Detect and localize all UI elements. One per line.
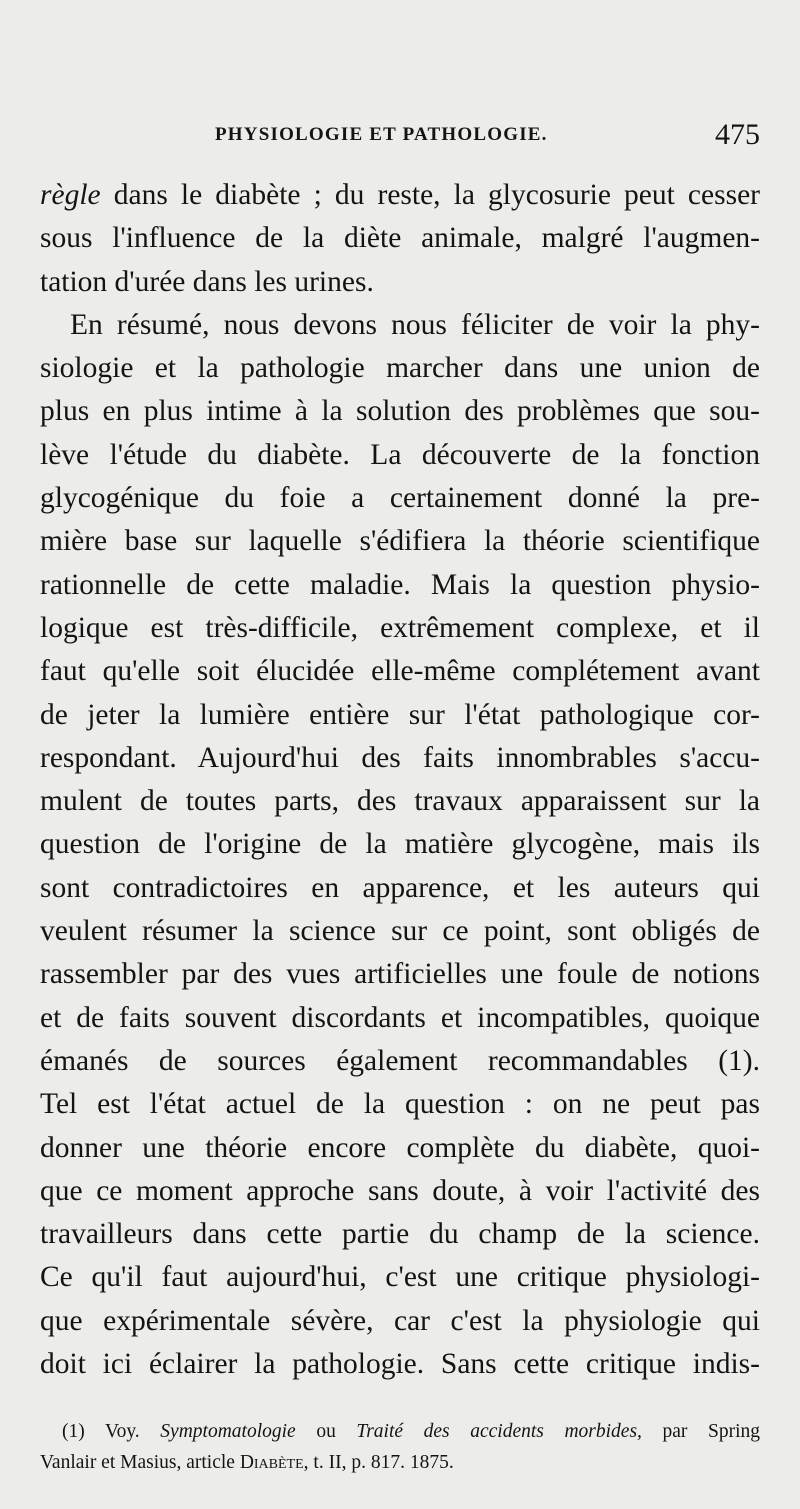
running-head: PHYSIOLOGIE ET PATHOLOGIE. [215,124,548,145]
text-line [40,174,760,217]
text-line: doit ici éclairer la pathologie. Sans cette critique indis- [40,1348,760,1381]
text-line: que expérimentale sévère, car c'est la physiologie qui [40,1304,760,1337]
text-line: que ce moment approche sans doute, à voir l'activité des [40,1174,760,1207]
page-header [40,118,760,158]
text-line: sont contradictoires en apparence, et les auteurs qui [40,871,760,904]
footnote-title: Traité des accidents morbides, [356,1421,642,1443]
text-line: rassembler par des vues artificielles une foule de notions [40,958,760,991]
text-line: En résumé, nous devons nous féliciter de voir la phy- [70,308,760,341]
text-line: sous l'influence de la diète animale, malgré l'augmen- [40,222,760,255]
text-line: logique est très-difficile, extrêmement complexe, et il [40,611,760,644]
footnote-text: Vanlair et Masius, article [40,1452,235,1474]
text-line: travailleurs dans cette partie du champ de la science. [40,1218,760,1251]
page-number: 475 [715,118,760,151]
footnote-line [40,1447,760,1478]
footnote-smallcaps: Diabète [239,1452,304,1474]
footnote-text: Voy. [105,1421,140,1443]
text-line: siologie et la pathologie marcher dans une union de [40,352,760,385]
text-line: mière base sur laquelle s'édifiera la théorie scientifique [40,525,760,558]
footnote-text: ou [316,1421,336,1443]
text-line: et de faits souvent discordants et incompatibles, quoique [40,1001,760,1034]
text-line: rationnelle de cette maladie. Mais la question physio- [40,568,760,601]
text-line: donner une théorie encore complète du diabète, quoi- [40,1131,760,1164]
footnote-text: par Spring [662,1421,761,1443]
text-line: lève l'étude du diabète. La découverte de la fonction [40,438,760,471]
text-line: question de l'origine de la matière glycogène, mais ils [40,828,760,861]
footnote-marker: (1) [62,1421,85,1443]
line-text: dans le diabète ; du reste, la glycosurie peut cesser [113,179,760,211]
text-line: tation d'urée dans les urines. [40,265,374,298]
italic-word: règle [40,179,101,211]
footnotes [40,1416,760,1478]
text-line: Ce qu'il faut aujourd'hui, c'est une critique physiologi- [40,1261,760,1294]
text-line: respondant. Aujourd'hui des faits innombrables s'accu- [40,741,760,774]
text-line: veulent résumer la science sur ce point, sont obligés de [40,915,760,948]
text-line: plus en plus intime à la solution des problèmes que sou- [40,395,760,428]
footnote-title: Symptomatologie [160,1421,296,1443]
footnote-text: , t. II, p. 817. 1875. [303,1452,454,1474]
text-line: mulent de toutes parts, des travaux apparaissent sur la [40,785,760,818]
text-line: Tel est l'état actuel de la question : on ne peut pas [40,1088,760,1121]
text-line: émanés de sources également recommandables (1). [40,1044,760,1077]
footnote-line [40,1416,760,1447]
text-line: faut qu'elle soit élucidée elle-même complétement avant [40,655,760,688]
text-line: glycogénique du foie a certainement donné la pre- [40,482,760,515]
body-text [40,174,760,1386]
text-line: de jeter la lumière entière sur l'état pathologique cor- [40,698,760,731]
